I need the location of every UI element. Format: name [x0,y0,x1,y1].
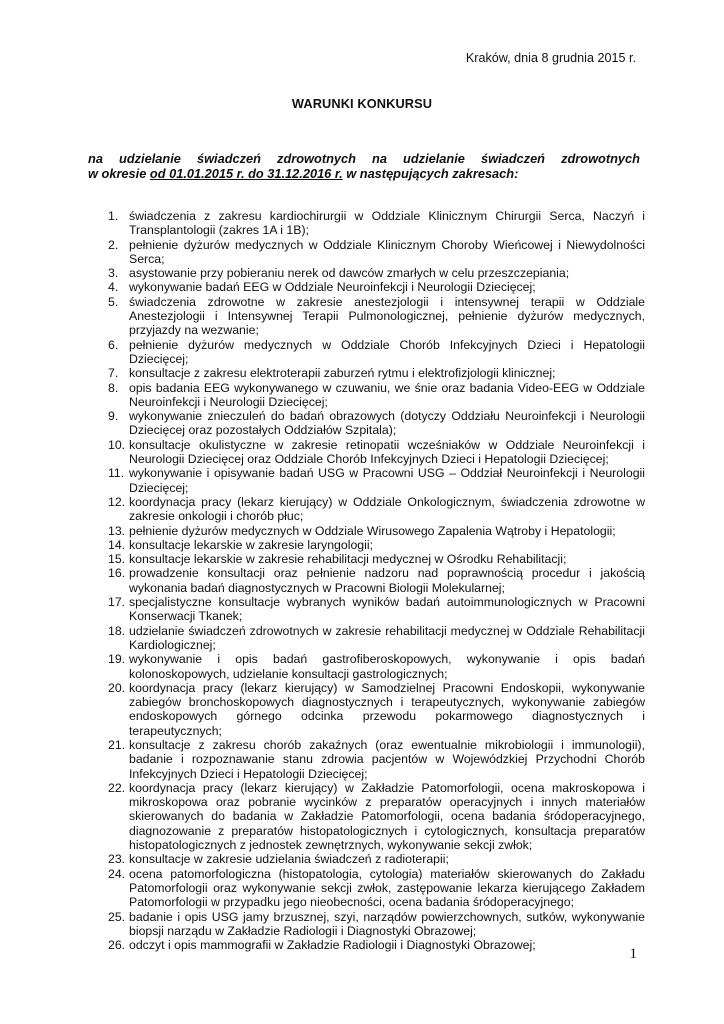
date-line: Kraków, dnia 8 grudnia 2015 r. [465,51,636,65]
list-item-number: 4. [108,280,119,295]
list-item-number: 18. [108,623,126,638]
list-item-text: konsultacje z zakresu chorób zakaźnych (oraz ewentualnie mikrobiologii i immunologii), badanie i rozpoznawanie stanu zdrowia pacjentów w Wojewódzkiej Przychodni Chorób Infekcyjnych Dzieci i Hepatologii Dziecięcej; [129,737,645,781]
list-item-number: 26. [108,938,126,953]
list-item-text: wykonywanie i opisywanie badań USG w Pracowni USG – Oddział Neuroinfekcji i Neurologii Dziecięcej; [129,466,645,495]
list-item-text: specjalistyczne konsultacje wybranych wyników badań autoimmunologicznych w Pracowni Konserwacji Tkanek; [129,595,645,624]
list-item [108,266,645,280]
list-item-text: opis badania EEG wykonywanego w czuwaniu, we śnie oraz badania Video-EEG w Oddziale Neuroinfekcji i Neurologii Dziecięcej; [129,380,645,409]
list-item-text: wykonywanie i opis badań gastrofiberoskopowych, wykonywanie i opis badań kolonoskopowych, udzielanie konsultacji gastrologicznych; [129,652,645,681]
list-item-number: 22. [108,780,126,795]
list-item-number: 16. [108,566,126,581]
list-item-number: 1. [108,209,119,223]
list-item-number: 9. [108,409,119,424]
list-item-text: pełnienie dyżurów medycznych w Oddziale Wirusowego Zapalenia Wątroby i Hepatologii; [129,523,616,538]
list-item-number: 2. [108,237,119,252]
list-item [108,295,645,338]
list-item [108,595,645,624]
list-item [108,338,645,367]
list-item-number: 13. [108,523,126,538]
list-item [108,524,645,538]
list-item-text: konsultacje z zakresu elektroterapii zaburzeń rytmu i elektrofizjologii klinicznej; [129,366,556,381]
list-item [108,438,645,467]
list-item-number: 15. [108,552,126,567]
subtitle-line-1: na udzielanie świadczeń zdrowotnych na udzielanie świadczeń zdrowotnych [88,151,640,166]
subtitle-line-2 [88,166,640,181]
document-subtitle [88,151,640,182]
list-item [108,867,645,910]
list-item [108,538,645,552]
subtitle-period: od 01.01.2015 r. do 31.12.2016 r. [149,166,343,182]
scope-list [108,209,645,952]
list-item-text: koordynacja pracy (lekarz kierujący) w Oddziale Onkologicznym, świadczenia zdrowotne w zakresie onkologii i chorób płuc; [129,494,645,524]
list-item-text: konsultacje lekarskie w zakresie laryngologii; [129,537,373,552]
list-item-text: koordynacja pracy (lekarz kierujący) w Zakładzie Patomorfologii, ocena makroskopowa i mikroskopowa oraz pobranie wycinków z preparatów operacyjnych i innych materiałów skierowanych do badania w Zakładzie Patomorfologii, ocena badania śródoperacyjnego, diagnozowanie z preparatów histopatologicznych i cytologicznych, konsultacja preparatów histopatologicznych z jednostek zewnętrznych, wykonywanie sekcji zwłok; [129,780,645,853]
list-item-text: wykonywanie badań EEG w Oddziale Neuroinfekcji i Neurologii Dziecięcej; [129,280,536,295]
list-item [108,552,645,566]
list-item [108,409,645,438]
list-item-number: 14. [108,537,126,552]
list-item-text: wykonywanie znieczuleń do badań obrazowych (dotyczy Oddziału Neuroinfekcji i Neurologii Dziecięcej oraz pozostałych Oddziałów Szpitala); [129,409,645,438]
list-item-number: 20. [108,680,126,695]
list-item [108,466,645,495]
list-item-number: 23. [108,852,126,867]
list-item-text: badanie i opis USG jamy brzusznej, szyi, narządów powierzchownych, sutków, wykonywanie biopsji narządu w Zakładzie Radiologii i Diagnostyki Obrazowej; [129,909,645,938]
list-item-number: 6. [108,337,119,352]
list-item-text: asystowanie przy pobieraniu nerek od dawców zmarłych w celu przeszczepiania; [129,266,570,281]
list-item-text: świadczenia z zakresu kardiochirurgii w Oddziale Klinicznym Chirurgii Serca, Naczyń i Transplantologii (zakres 1A i 1B); [129,209,645,238]
subtitle-prefix: w okresie [88,166,150,182]
list-item-text: pełnienie dyżurów medycznych w Oddziale Chorób Infekcyjnych Dzieci i Hepatologii Dziecięcej; [129,337,645,366]
list-item [108,209,645,238]
list-item [108,566,645,595]
list-item-number: 10. [108,437,126,452]
list-item-number: 25. [108,909,126,924]
list-item-text: prowadzenie konsultacji oraz pełnienie nadzoru nad poprawnością procedur i jakością wykonania badań diagnostycznych w Pracowni Biologii Molekularnej; [129,566,645,595]
list-item [108,681,645,738]
list-item [108,238,645,267]
list-item [108,938,645,952]
list-item-text: pełnienie dyżurów medycznych w Oddziale Klinicznym Choroby Wieńcowej i Niewydolności Serca; [129,237,645,266]
list-item-number: 17. [108,595,126,610]
list-item [108,280,645,294]
list-item-number: 24. [108,866,126,881]
list-item [108,738,645,781]
document-title: WARUNKI KONKURSU [291,96,433,111]
list-item-number: 8. [108,380,119,395]
list-item [108,381,645,410]
list-item [108,781,645,852]
list-item-number: 7. [108,366,119,381]
list-item-text: konsultacje okulistyczne w zakresie retinopatii wcześniaków w Oddziale Neuroinfekcji i Neurologii Dziecięcej oraz Oddziale Chorób Infekcyjnych Dzieci i Hepatologii Dziecięcej; [129,437,645,467]
list-item [108,366,645,380]
list-item-number: 21. [108,737,126,752]
list-item-text: koordynacja pracy (lekarz kierujący) w Samodzielnej Pracowni Endoskopii, wykonywanie zabiegów bronchoskopowych diagnostycznych i terapeutycznych, wykonywanie zabiegów endoskopowych górnego odcinka przewodu pokarmowego diagnostycznych i terapeutycznych; [129,680,645,738]
list-item [108,652,645,681]
list-item-number: 19. [108,652,126,667]
list-item [108,852,645,866]
list-item-text: odczyt i opis mammografii w Zakładzie Radiologii i Diagnostyki Obrazowej; [129,938,536,953]
list-item [108,910,645,939]
list-item-number: 11. [108,466,125,481]
list-item-text: udzielanie świadczeń zdrowotnych w zakresie rehabilitacji medycznej w Oddziale Rehabilitacji Kardiologicznej; [129,623,645,652]
page-number: 1 [629,946,637,962]
list-item-number: 12. [108,494,126,509]
list-item-text: konsultacje lekarskie w zakresie rehabilitacji medycznej w Ośrodku Rehabilitacji; [129,552,567,567]
list-item-text: świadczenia zdrowotne w zakresie anestezjologii i intensywnej terapii w Oddziale Anestezjologii i Intensywnej Terapii Pulmonologicznej, pełnienie dyżurów medycznych, przyjazdy na wezwanie; [129,294,645,338]
list-item-number: 3. [108,266,119,281]
subtitle-suffix: w następujących zakresach: [342,166,519,182]
list-item-number: 5. [108,294,119,309]
list-item [108,495,645,524]
list-item-text: ocena patomorfologiczna (histopatologia, cytologia) materiałów skierowanych do Zakładu Patomorfologii oraz wykonywanie sekcji zwłok, zastępowanie lekarza kierującego Zakładem Patomorfologii w przypadku jego nieobecności, ocena badania śródoperacyjnego; [129,866,645,910]
list-item-text: konsultacje w zakresie udzielania świadczeń z radioterapii; [129,852,449,867]
list-item [108,624,645,653]
